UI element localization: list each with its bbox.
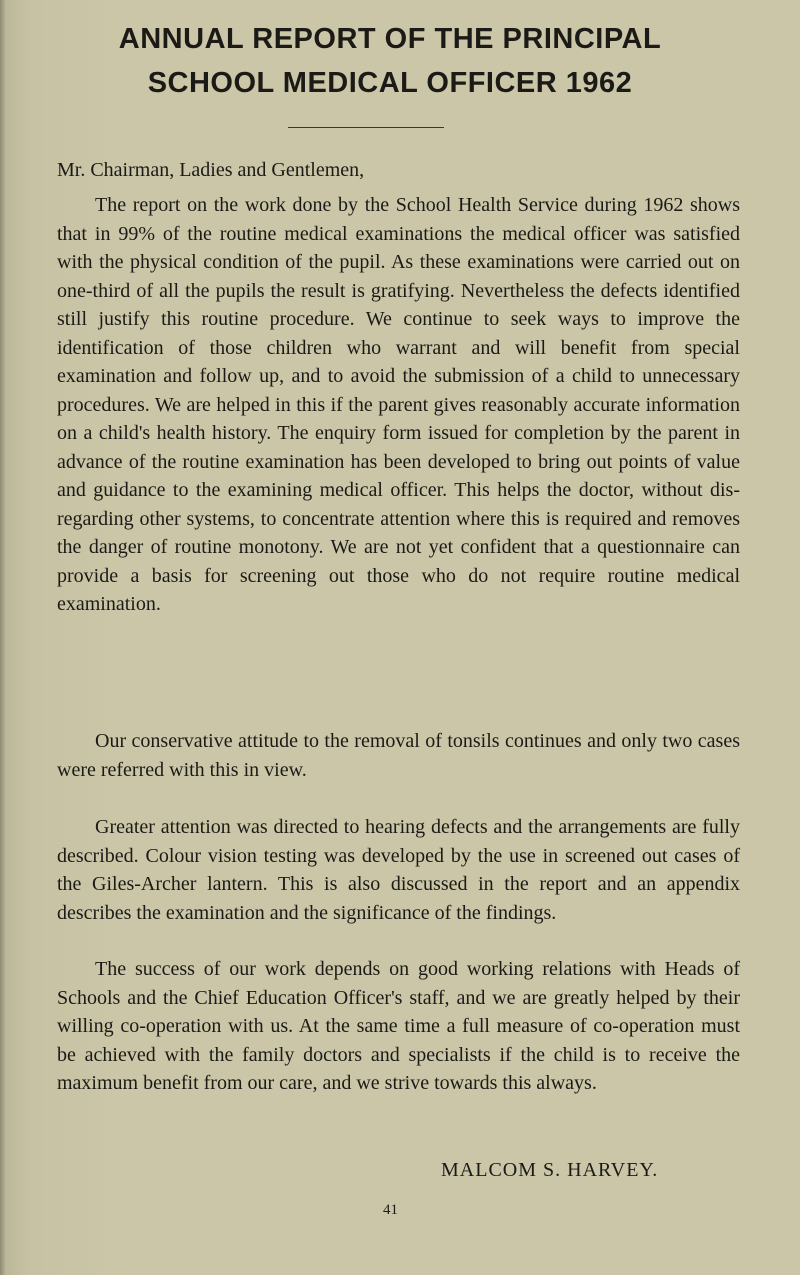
report-title-line-1: ANNUAL REPORT OF THE PRINCIPAL xyxy=(118,23,662,55)
paragraph-3: Greater attention was directed to hearing defects and the arrangements are fully described. Colour vision testing was developed by the use in screened out cases of the Giles-Archer lantern. This is also discussed in the report and an appendix describes the examination and the significance of the findings. xyxy=(57,816,740,924)
salutation: Mr. Chairman, Ladies and Gentlemen, xyxy=(57,159,365,181)
report-title-line-2: SCHOOL MEDICAL OFFICER 1962 xyxy=(147,67,633,99)
paragraph-2: Our conservative attitude to the removal of tonsils continues and only two cases were referred with this in view. xyxy=(57,730,740,781)
title-divider xyxy=(288,127,444,128)
signature: MALCOM S. HARVEY. xyxy=(441,1159,659,1181)
paragraph-4: The success of our work depends on good working relations with Heads of Schools and the Chief Education Officer's staff, and we are greatly helped by their willing co-operation with us. At the same time a full measure of co-operation must be achieved with the family doctors and specialists if the child is to receive the maximum benefit from our care, and we strive towards this always. xyxy=(57,958,740,1094)
page-number: 41 xyxy=(383,1202,398,1218)
page-edge-shadow xyxy=(0,0,6,1275)
paragraph-1: The report on the work done by the School Health Service during 1962 shows that in 99% of the routine medical examinations the medical officer was satisfied with the physical condition of the pupil. As these examinations were carried out on one-third of all the pupils the result is gratifying. Nevertheless the defects identified still justify this routine procedure. We continue to seek ways to improve the identification of those children who warrant and will benefit from special examination and follow up, and to avoid the submission of a child to unnecessary procedures. We are helped in this if the parent gives reasonably accurate information on a child's health history. The enquiry form issued for completion by the parent in advance of the routine examination has been developed to bring out points of value and guidance to the examining medical officer. This helps the doctor, without dis-regarding other systems, to concentrate attention where this is required and removes the danger of routine monotony. We are not yet confident that a questionnaire can provide a basis for screening out those who do not require routine medical examination. xyxy=(57,194,740,615)
